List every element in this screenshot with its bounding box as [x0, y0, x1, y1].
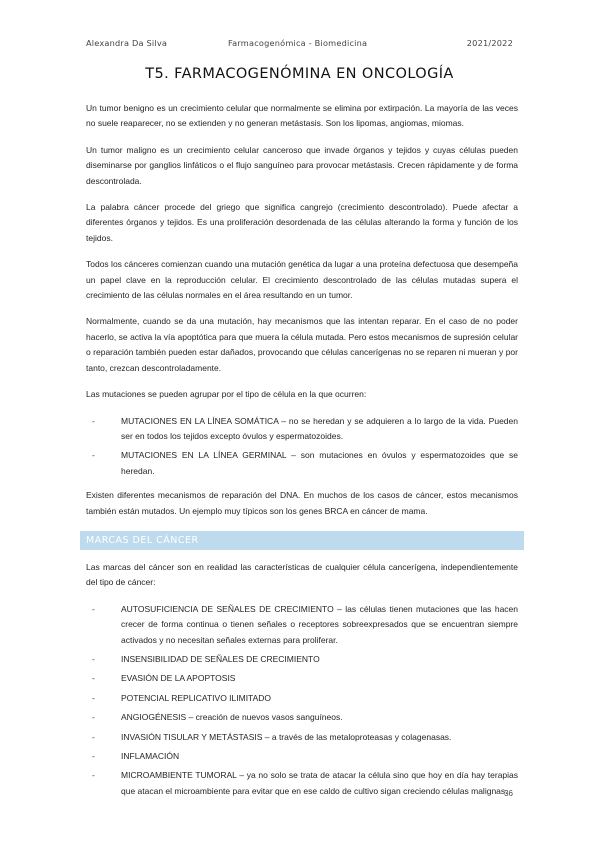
paragraph: Un tumor benigno es un crecimiento celular que normalmente se elimina por extirpación. La mayoría de las veces no suele reaparecer, no se extienden y no generan metástasis. Son los lipomas, angiomas, miomas.: [86, 103, 518, 129]
paragraph: Normalmente, cuando se da una mutación, hay mecanismos que las intentan reparar. En el caso de no poder hacerlo, se activa la vía apoptótica para que muera la célula mutada. Pero estos mecanismos de supresión celular o reparación también pueden estar dañados, provocando que células cancerígenas no se reparen ni mueran y por tanto, crezcan descontroladamente.: [86, 316, 518, 373]
document-body: [86, 101, 518, 808]
list-item-term: INFLAMACIÓN: [121, 751, 180, 761]
list-item-term: MUTACIONES EN LA LÍNEA SOMÁTICA: [121, 415, 279, 426]
list-item-term: EVASIÓN DE LA APOPTOSIS: [121, 673, 236, 684]
section-heading: MARCAS DEL CÁNCER: [80, 531, 524, 550]
paragraph: Las mutaciones se pueden agrupar por el tipo de célula en la que ocurren:: [86, 389, 367, 400]
page-number: 36: [504, 789, 513, 798]
list-item-text: – creación de nuevos vasos sanguíneos.: [186, 712, 343, 723]
list-item: [121, 448, 518, 479]
paragraph: La palabra cáncer procede del griego que significa cangrejo (crecimiento descontrolado). Puede afectar a diferentes órganos y tejidos. Es una proliferación desordenada de las células alterando la forma y función de los tejidos.: [86, 202, 518, 243]
list-item: [121, 602, 518, 648]
list-item-term: INVASIÓN TISULAR Y METÁSTASIS: [121, 731, 263, 742]
page-title: T5. FARMACOGENÓMINA EN ONCOLOGÍA: [145, 66, 454, 82]
list-item: [121, 710, 518, 725]
list-item-term: MUTACIONES EN LA LÍNEA GERMINAL: [121, 450, 287, 461]
paragraph: Un tumor maligno es un crecimiento celular canceroso que invade órganos y tejidos y cuyas células pueden diseminarse por ganglios linfáticos o el flujo sanguíneo para provocar metástasis. Crecen rápidamente y de forma descontrolada.: [86, 144, 518, 186]
course-name: Farmacogenómica - Biomedicina: [228, 38, 368, 48]
list-item-term: ANGIOGÉNESIS: [121, 712, 187, 723]
list-item: [121, 671, 518, 686]
list-item: [121, 749, 518, 764]
paragraph: Existen diferentes mecanismos de reparación del DNA. En muchos de los casos de cáncer, estos mecanismos también están mutados. Un ejemplo muy típicos son los genes BRCA en cáncer de mama.: [86, 490, 518, 516]
list-item-text: – son mutaciones en óvulos y espermatozoides que se heredan.: [121, 450, 518, 476]
list-item-term: POTENCIAL REPLICATIVO ILIMITADO: [121, 692, 272, 703]
list-item: [121, 768, 518, 799]
list-item: [121, 652, 518, 667]
page-header: [86, 38, 513, 52]
list-item-text: – no se heredan y se adquieren a lo largo de la vida. Pueden ser en todos los tejidos excepto óvulos y espermatozoides.: [121, 415, 518, 441]
list-item-text: – las células tienen mutaciones que las hacen crecer de forma continua o tienen señales o receptores sobreexpresados que se encuentran siempre activados y no necesitan señales externas para proliferar.: [121, 603, 519, 645]
list-item-text: – a través de las metaloproteasas y colagenasas.: [262, 731, 452, 742]
cancer-marks-list: [86, 602, 518, 799]
list-item: [121, 730, 518, 745]
list-item-term: AUTOSUFICIENCIA DE SEÑALES DE CRECIMIENTO: [121, 603, 334, 614]
list-item-term: INSENSIBILIDAD DE SEÑALES DE CRECIMIENTO: [121, 653, 320, 664]
section-intro: Las marcas del cáncer son en realidad las características de cualquier célula cancerígena, independientemente del tipo de cáncer:: [86, 561, 518, 588]
author-name: Alexandra Da Silva: [86, 38, 168, 48]
mutation-types-list: [86, 414, 518, 480]
list-item: [121, 691, 518, 706]
paragraph: Todos los cánceres comienzan cuando una mutación genética da lugar a una proteína defectuosa que desempeña un papel clave en la reproducción celular. El crecimiento descontrolado de las células mutadas supera el crecimiento de las células normales en el área resultando en un tumor.: [86, 259, 518, 301]
academic-year: 2021/2022: [466, 38, 513, 48]
list-item: [121, 414, 518, 445]
list-item-text: – ya no solo se trata de atacar la célula sino que hoy en día hay terapias que atacan el microambiente para evitar que en ese caldo de cultivo sigan creciendo células malignas.: [121, 770, 519, 796]
list-item-term: MICROAMBIENTE TUMORAL: [121, 770, 237, 781]
